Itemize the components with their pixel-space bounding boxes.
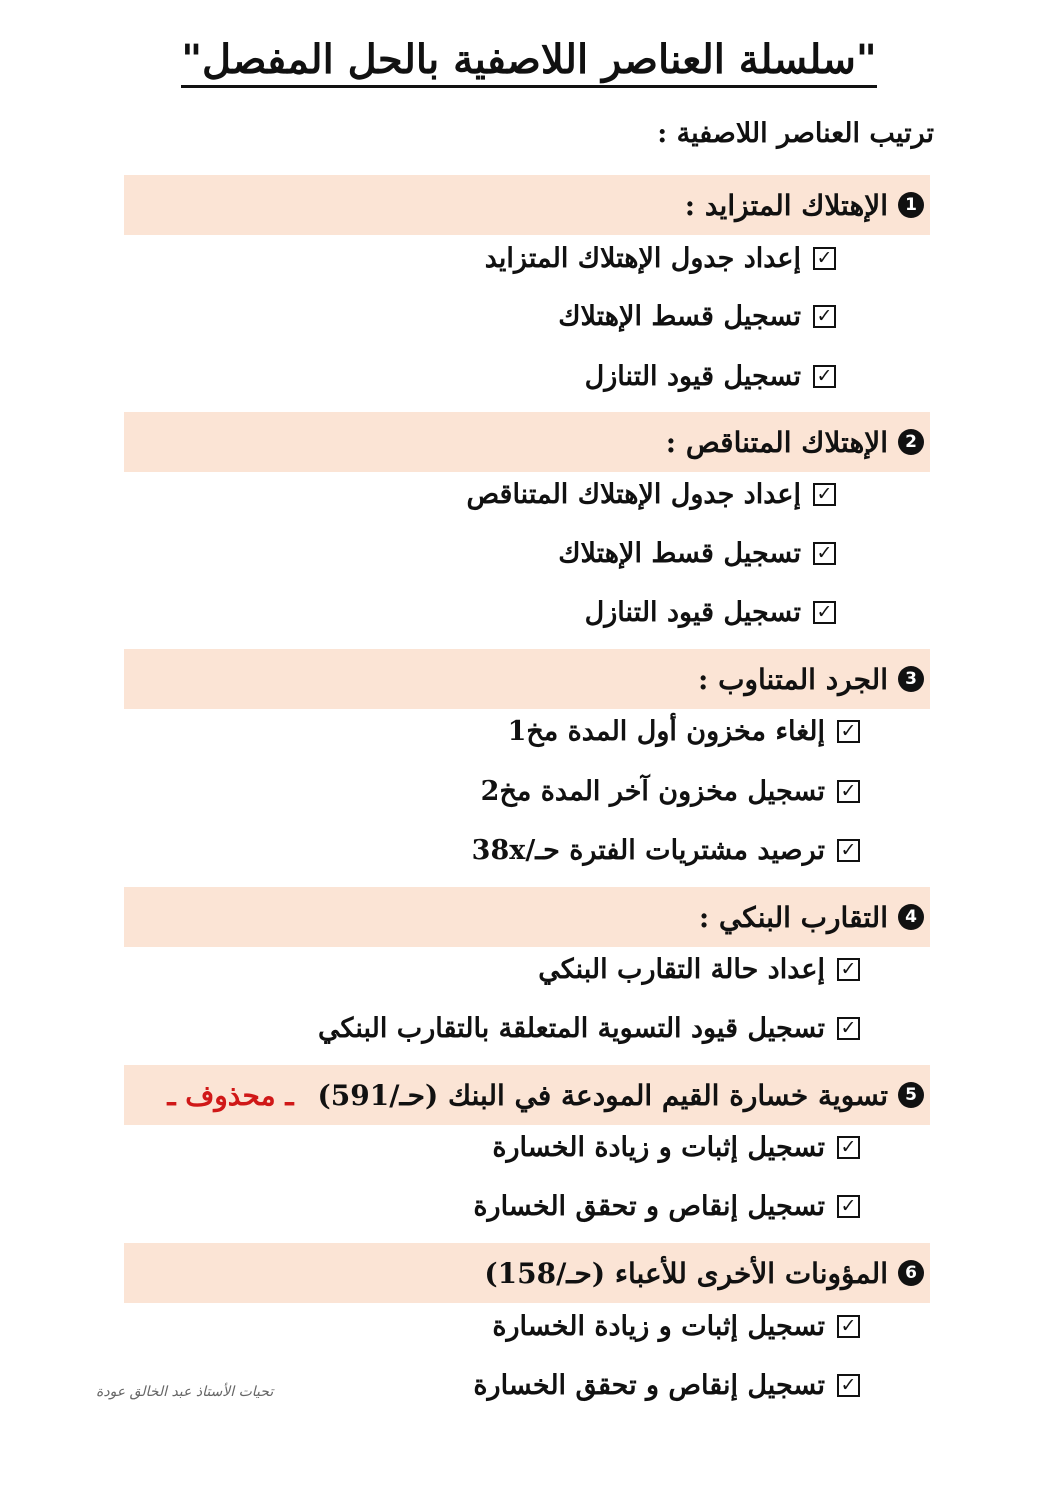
list-item-label: تسجيل قسط الإهتلاك: [558, 538, 801, 569]
section-number-badge: 2: [898, 429, 924, 455]
section-header-4: [124, 887, 930, 947]
checkbox-checked-icon: ✓: [813, 247, 836, 270]
section-header-3: [124, 649, 930, 709]
section-number-badge: 4: [898, 904, 924, 930]
list-item-label: إعداد جدول الإهتلاك المتناقص: [466, 479, 801, 510]
section-heading: التقارب البنكي :: [698, 900, 888, 934]
list-item-label: تسجيل إثبات و زيادة الخسارة: [492, 1311, 825, 1342]
list-item: [538, 954, 860, 985]
checkbox-checked-icon: ✓: [837, 1315, 860, 1338]
list-item: [585, 597, 836, 628]
list-item: [472, 835, 860, 866]
section-heading: الإهتلاك المتناقص :: [665, 425, 888, 459]
list-item-label: تسجيل مخزون آخر المدة مخ2: [480, 776, 825, 807]
list-item: [466, 479, 836, 510]
author-signature: تحيات الأستاذ عبد الخالق عودة: [96, 1384, 274, 1400]
list-item-label: تسجيل قيود التنازل: [584, 361, 801, 392]
checkbox-checked-icon: ✓: [837, 839, 860, 862]
list-item-label: تسجيل إنقاص و تحقق الخسارة: [473, 1370, 825, 1401]
list-item: [508, 716, 860, 747]
page-title: [0, 36, 1058, 83]
deleted-note: ـ محذوف ـ: [167, 1078, 294, 1112]
list-item-label: تسجيل قيود التسوية المتعلقة بالتقارب البنكي: [317, 1013, 825, 1044]
checkbox-checked-icon: ✓: [837, 958, 860, 981]
list-item: [558, 538, 836, 569]
section-number-badge: 6: [898, 1260, 924, 1286]
checkbox-checked-icon: ✓: [837, 1374, 860, 1397]
list-item-label: تسجيل قيود التنازل: [584, 597, 801, 628]
page-title-text: "سلسلة العناصر اللاصفية بالحل المفصل": [181, 36, 877, 88]
list-item: [473, 1370, 860, 1401]
checkbox-checked-icon: ✓: [813, 365, 836, 388]
section-heading: الإهتلاك المتزايد :: [684, 188, 888, 222]
list-item-label: تسجيل قسط الإهتلاك: [558, 301, 801, 332]
list-item: [318, 1013, 860, 1044]
section-header-1: [124, 175, 930, 235]
list-item: [481, 776, 860, 807]
section-header-2: [124, 412, 930, 472]
list-item: [485, 243, 836, 274]
list-item-label: إلغاء مخزون أول المدة مخ1: [507, 716, 825, 747]
list-item-label: تسجيل إنقاص و تحقق الخسارة: [473, 1191, 825, 1222]
list-item-label: إعداد جدول الإهتلاك المتزايد: [484, 243, 801, 274]
checkbox-checked-icon: ✓: [837, 780, 860, 803]
checkbox-checked-icon: ✓: [837, 1195, 860, 1218]
section-header-6: [124, 1243, 930, 1303]
list-item: [492, 1132, 860, 1163]
section-heading: تسوية خسارة القيم المودعة في البنك (حـ/591): [317, 1078, 888, 1112]
list-item: [473, 1191, 860, 1222]
section-heading: الجرد المتناوب :: [698, 662, 888, 696]
checkbox-checked-icon: ✓: [813, 305, 836, 328]
list-item-label: إعداد حالة التقارب البنكي: [538, 954, 825, 985]
section-number-badge: 3: [898, 666, 924, 692]
checkbox-checked-icon: ✓: [813, 483, 836, 506]
checkbox-checked-icon: ✓: [837, 1017, 860, 1040]
list-item-label: تسجيل إثبات و زيادة الخسارة: [492, 1132, 825, 1163]
section-heading: المؤونات الأخرى للأعباء (حـ/158): [484, 1256, 888, 1290]
list-item-label: ترصيد مشتريات الفترة حـ/38x: [471, 835, 825, 866]
section-number-badge: 5: [898, 1082, 924, 1108]
section-number-badge: 1: [898, 192, 924, 218]
section-header-5: [124, 1065, 930, 1125]
list-item: [492, 1311, 860, 1342]
checkbox-checked-icon: ✓: [813, 601, 836, 624]
checkbox-checked-icon: ✓: [837, 720, 860, 743]
subtitle: ترتيب العناصر اللاصفية :: [657, 118, 934, 149]
checkbox-checked-icon: ✓: [813, 542, 836, 565]
list-item: [558, 301, 836, 332]
list-item: [585, 361, 836, 392]
checkbox-checked-icon: ✓: [837, 1136, 860, 1159]
